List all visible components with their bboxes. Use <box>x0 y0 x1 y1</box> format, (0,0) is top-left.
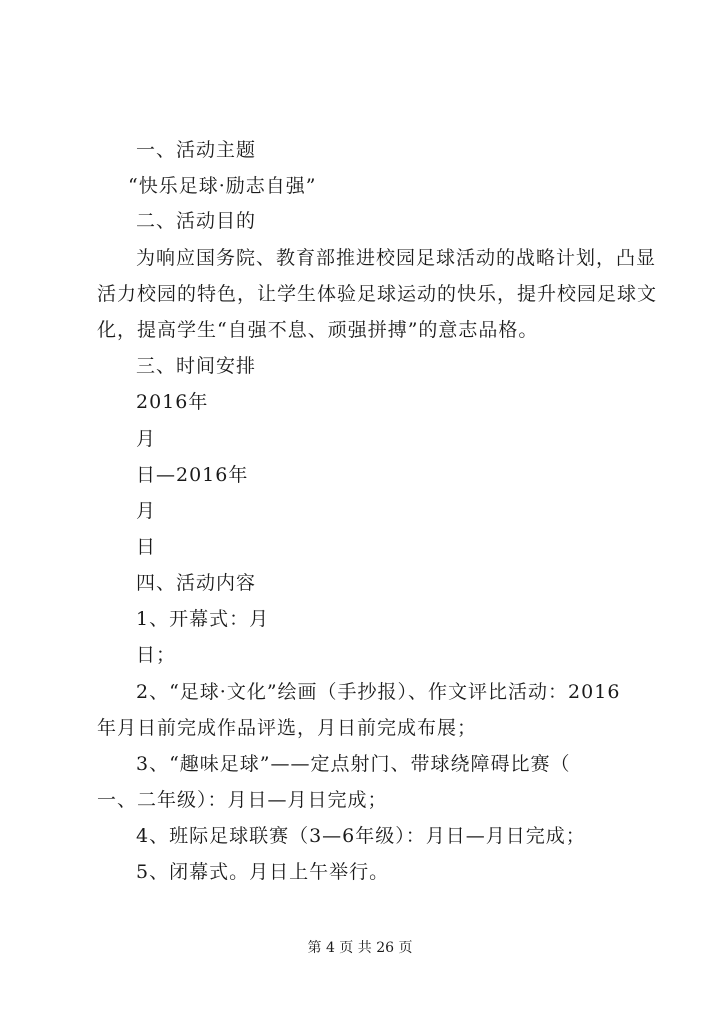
content-item-3-line-2: 一、二年级）：月日—月日完成； <box>97 789 388 811</box>
page-number-footer: 第 4 页 共 26 页 <box>307 940 413 956</box>
section-heading-purpose: 二、活动目的 <box>136 210 257 232</box>
schedule-line-4: 月 <box>136 500 157 522</box>
schedule-line-5: 日 <box>136 536 157 558</box>
content-item-3-line-1: 3、“趣味足球”——定点射门、带球绕障碍比赛（ <box>136 753 571 775</box>
content-item-1-line-1: 1、开幕式：月 <box>136 608 270 630</box>
purpose-paragraph-line-2: 活力校园的特色，让学生体验足球运动的快乐，提升校园足球文 <box>97 283 658 305</box>
content-item-1-line-2: 日； <box>136 644 177 666</box>
purpose-paragraph-line-3: 化，提高学生“自强不息、顽强拼搏”的意志品格。 <box>97 319 539 341</box>
section-heading-content: 四、活动内容 <box>136 572 257 594</box>
content-item-4: 4、班际足球联赛（3—6年级）：月日—月日完成； <box>136 825 586 847</box>
content-item-2-line-1: 2、“足球·文化”绘画（手抄报）、作文评比活动：2016 <box>136 681 621 703</box>
schedule-line-1: 2016年 <box>136 391 209 413</box>
section-heading-schedule: 三、时间安排 <box>136 355 257 377</box>
section-heading-theme: 一、活动主题 <box>136 139 257 161</box>
purpose-paragraph-line-1: 为响应国务院、教育部推进校园足球活动的战略计划，凸显 <box>136 247 657 269</box>
content-item-5: 5、闭幕式。月日上午举行。 <box>136 861 390 883</box>
content-item-2-line-2: 年月日前完成作品评选，月日前完成布展； <box>97 717 478 739</box>
schedule-line-2: 月 <box>136 428 157 450</box>
schedule-line-3: 日—2016年 <box>136 464 249 486</box>
theme-slogan: “快乐足球·励志自强” <box>128 175 317 197</box>
